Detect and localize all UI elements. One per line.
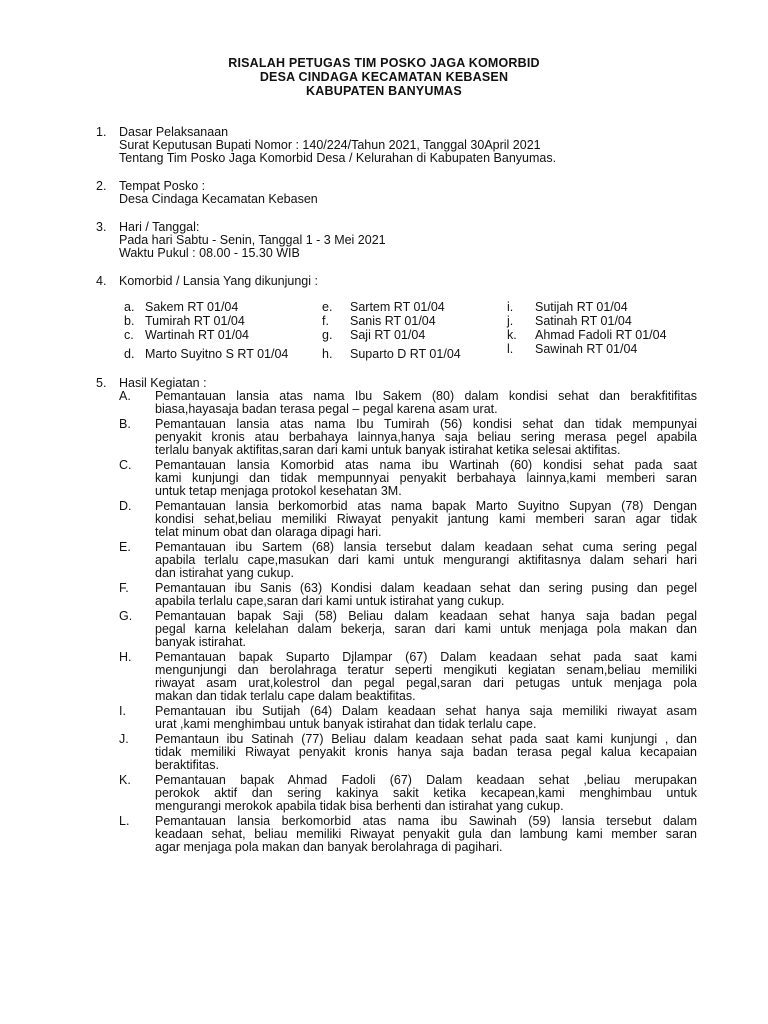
result-line: Pemantaun ibu Satinah (77) Beliau dalam keadaan sehat pada saat kami kunjungi , dan (155, 732, 697, 746)
section-text: Pada hari Sabtu - Senin, Tanggal 1 - 3 Mei 2021 (119, 233, 386, 247)
list-item-letter: e. (322, 300, 333, 314)
result-line: Pemantauan lansia atas nama Ibu Sakem (80) dalam kondisi sehat dan berakfitifitas (155, 389, 697, 403)
list-item-letter: b. (124, 314, 135, 328)
list-item-name: Ahmad Fadoli RT 01/04 (535, 328, 667, 342)
result-line: Pemantauan lansia Komorbid atas nama ibu Wartinah (60) kondisi sehat pada saat (155, 458, 697, 472)
document-title-line-1: RISALAH PETUGAS TIM POSKO JAGA KOMORBID (228, 56, 540, 70)
list-item-letter: d. (124, 347, 135, 361)
section-heading: Komorbid / Lansia Yang dikunjungi : (119, 274, 318, 288)
result-line: kami kunjungi dan tidak mempunnyai penyakit berbahaya lainnya,kami memberi saran (155, 471, 697, 485)
section-text: Surat Keputusan Bupati Nomor : 140/224/Tahun 2021, Tanggal 30April 2021 (119, 138, 541, 152)
list-item-letter: h. (322, 347, 333, 361)
result-paragraph (155, 774, 697, 813)
list-item-name: Sawinah RT 01/04 (535, 342, 638, 356)
section-text: Waktu Pukul : 08.00 - 15.30 WIB (119, 246, 300, 260)
section-text: Tentang Tim Posko Jaga Komorbid Desa / Kelurahan di Kabupaten Banyumas. (119, 151, 557, 165)
result-line: mengunjungi dan berolahraga teratur seperti mengikuti kegiatan senam,beliau memiliki (155, 663, 697, 677)
section-number: 2. (96, 179, 107, 193)
result-letter: E. (119, 540, 131, 554)
result-line: biasa,hayasaja badan terasa pegal – pegal karena asam urat. (155, 402, 498, 416)
list-item-letter: c. (124, 328, 134, 342)
result-letter: A. (119, 389, 131, 403)
result-line: banyak istirahat. (155, 635, 247, 649)
result-paragraph (155, 390, 697, 416)
result-line: Pemantauan bapak Ahmad Fadoli (67) Dalam keadaan sehat ,beliau merupakan (155, 773, 697, 787)
result-line: Pemantauan ibu Sanis (63) Kondisi dalam keadaan sehat dan sering pusing dan pegel (155, 581, 697, 595)
section-number: 5. (96, 376, 107, 390)
list-item-name: Saji RT 01/04 (350, 328, 426, 342)
result-line: Pemantauan bapak Suparto Djlampar (67) Dalam keadaan sehat pada saat kami (155, 650, 697, 664)
result-paragraph (155, 582, 697, 608)
section-heading: Hasil Kegiatan : (119, 376, 207, 390)
section-heading: Tempat Posko : (119, 179, 206, 193)
section-number: 1. (96, 125, 107, 139)
result-line: mengurangi merokok apabila tidak bisa berhenti dan istirahat yang cukup. (155, 799, 564, 813)
result-paragraph (155, 541, 697, 580)
list-item-name: Wartinah RT 01/04 (145, 328, 249, 342)
list-item-name: Sakem RT 01/04 (145, 300, 239, 314)
result-line: Pemantauan ibu Sartem (68) lansia tersebut dalam keadaan sehat cuma sering pegal (155, 540, 697, 554)
section-number: 3. (96, 220, 107, 234)
list-item-name: Sanis RT 01/04 (350, 314, 436, 328)
result-line: urat ,kami menghimbau untuk banyak istirahat dan tidak terlalu cape. (155, 717, 537, 731)
result-paragraph (155, 500, 697, 539)
result-line: telat minum obat dan olaraga dipagi hari. (155, 525, 382, 539)
result-line: keadaan sehat, beliau memiliki Riwayat penyakit gula dan lambung kami member saran (155, 827, 697, 841)
result-line: Pemantauan lansia berkomorbid atas nama bapak Marto Suyitno Supyan (78) Dengan (155, 499, 697, 513)
result-line: dan istirahat yang cukup. (155, 566, 294, 580)
result-paragraph (155, 459, 697, 498)
list-item-name: Sutijah RT 01/04 (535, 300, 628, 314)
result-line: tidak memiliki Riwayat penyakit kronis hanya saja badan terasa pegal kalua kecapaian (155, 745, 697, 759)
list-item-name: Tumirah RT 01/04 (145, 314, 245, 328)
result-letter: D. (119, 499, 132, 513)
result-paragraph (155, 733, 697, 772)
result-letter: C. (119, 458, 132, 472)
result-line: pegal karna kelelahan dalam bekerja, saran dari kami untuk menjaga pola makan dan (155, 622, 697, 636)
result-line: Pemantauan bapak Saji (58) Beliau dalam keadaan sehat hanya saja badan pegal (155, 609, 697, 623)
section-heading: Hari / Tanggal: (119, 220, 200, 234)
result-letter: I. (119, 704, 126, 718)
result-line: perokok aktif dan sering kakinya sakit ketika kecapean,kami menghimbau untuk (155, 786, 697, 800)
result-letter: G. (119, 609, 133, 623)
result-line: riwayat asam urat,kolestrol dan pegal pegal,saran dari petugas untuk menjaga pola (155, 676, 697, 690)
list-item-letter: j. (507, 314, 514, 328)
list-item-letter: a. (124, 300, 135, 314)
result-paragraph (155, 815, 697, 854)
result-line: Pemantauan ibu Sutijah (64) Dalam keadaan sehat hanya saja memiliki riwayat asam (155, 704, 697, 718)
section-number: 4. (96, 274, 107, 288)
result-line: Pemantauan lansia berkomorbid atas nama ibu Sawinah (59) lansia tersebut dalam (155, 814, 697, 828)
list-item-letter: g. (322, 328, 333, 342)
document-title-line-3: KABUPATEN BANYUMAS (306, 84, 462, 98)
list-item-name: Sartem RT 01/04 (350, 300, 445, 314)
result-line: agar menjaga pola makan dan banyak berolahraga di pagihari. (155, 840, 503, 854)
list-item-letter: l. (507, 342, 514, 356)
list-item-name: Marto Suyitno S RT 01/04 (145, 347, 289, 361)
section-heading: Dasar Pelaksanaan (119, 125, 229, 139)
list-item-letter: f. (322, 314, 329, 328)
result-line: beraktifitas. (155, 758, 219, 772)
document-title-line-2: DESA CINDAGA KECAMATAN KEBASEN (259, 70, 509, 84)
list-item-letter: i. (507, 300, 514, 314)
result-line: terlalu banyak aktifitas,saran dari kami untuk banyak istirahat ketika selesai aktifitas. (155, 443, 621, 457)
result-letter: B. (119, 417, 131, 431)
list-item-letter: k. (507, 328, 517, 342)
result-line: kondisi sehat,beliau memiliki Riwayat penyakit jantung kami memberi saran agar tidak (155, 512, 697, 526)
result-line: untuk tetap menjaga protokol kesehatan 3M. (155, 484, 402, 498)
result-line: Pemantauan lansia atas nama Ibu Tumirah (56) kondisi sehat dan tidak mempunyai (155, 417, 697, 431)
result-letter: L. (119, 814, 130, 828)
result-letter: H. (119, 650, 132, 664)
result-paragraph (155, 610, 697, 649)
result-line: penyakit kronis atau berbahaya lainnya,hanya saja beliau sering merasa pegel apabila (155, 430, 697, 444)
result-letter: F. (119, 581, 129, 595)
list-item-name: Suparto D RT 01/04 (350, 347, 461, 361)
result-letter: K. (119, 773, 131, 787)
result-line: apabila terlalu cape,saran dari kami untuk istirahat yang cukup. (155, 594, 505, 608)
result-paragraph (155, 651, 697, 703)
result-line: apabila terlalu cape,masukan dari kami untuk mengurangi aktifitasnya dalam sehari hari (155, 553, 697, 567)
result-line: makan dan tidak terlalu cape dalam beaktifitas. (155, 689, 416, 703)
section-text: Desa Cindaga Kecamatan Kebasen (119, 192, 318, 206)
result-paragraph (155, 705, 697, 731)
result-paragraph (155, 418, 697, 457)
list-item-name: Satinah RT 01/04 (535, 314, 632, 328)
result-letter: J. (119, 732, 129, 746)
